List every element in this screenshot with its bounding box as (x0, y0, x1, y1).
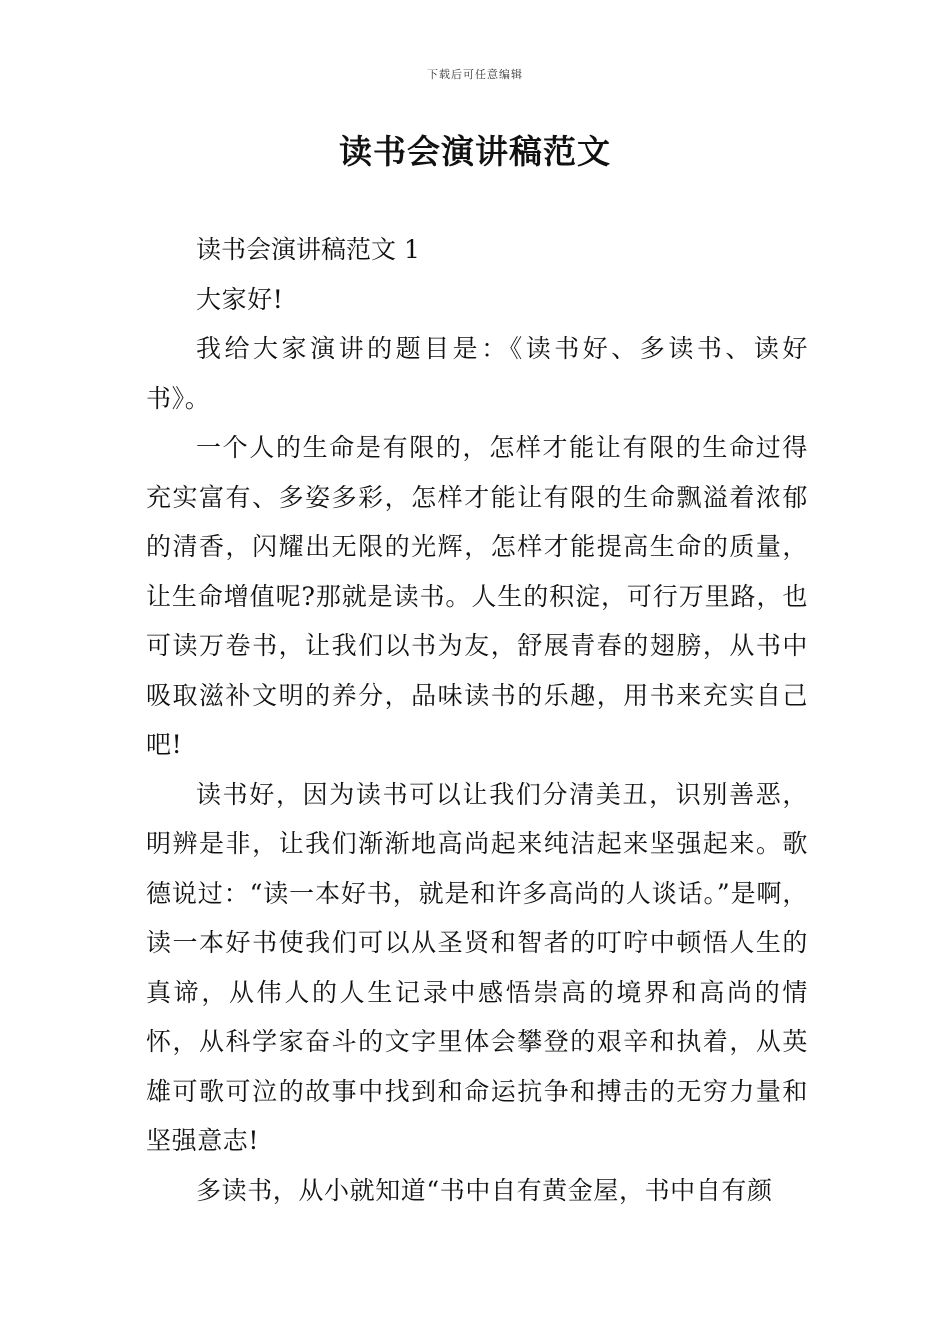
topic-paragraph: 我给大家演讲的题目是：《读书好、多读书、读好书》。 (146, 334, 808, 413)
document-title: 读书会演讲稿范文 (339, 132, 611, 171)
header-note: 下载后可任意编辑 (427, 68, 523, 81)
body-paragraph: 读书好，因为读书可以让我们分清美丑，识别善恶，明辨是非，让我们渐渐地高尚起来纯洁起来坚强起来。歌德说过：“读一本好书，就是和许多高尚的人谈话。”是啊，读一本好书使我们可以从圣贤和智者的叮咛中顿悟人生的真谛，从伟人的人生记录中感悟崇高的境界和高尚的情怀，从科学家奋斗的文字里体会攀登的艰辛和执着，从英雄可歌可泣的故事中找到和命运抗争和搏击的无穷力量和坚强意志! (146, 779, 808, 1155)
document-body (146, 225, 808, 1215)
body-paragraph: 一个人的生命是有限的，怎样才能让有限的生命过得充实富有、多姿多彩，怎样才能让有限的生命飘溢着浓郁的清香，闪耀出无限的光辉，怎样才能提高生命的质量，让生命增值呢?那就是读书。人生的积淀，可行万里路，也可读万卷书，让我们以书为友，舒展青春的翅膀，从书中吸取滋补文明的养分，品味读书的乐趣，用书来充实自己吧! (146, 433, 808, 759)
section-heading: 读书会演讲稿范文 1 (196, 235, 420, 264)
greeting-paragraph: 大家好! (196, 284, 284, 314)
body-paragraph: 多读书，从小就知道“书中自有黄金屋，书中自有颜 (196, 1175, 773, 1205)
